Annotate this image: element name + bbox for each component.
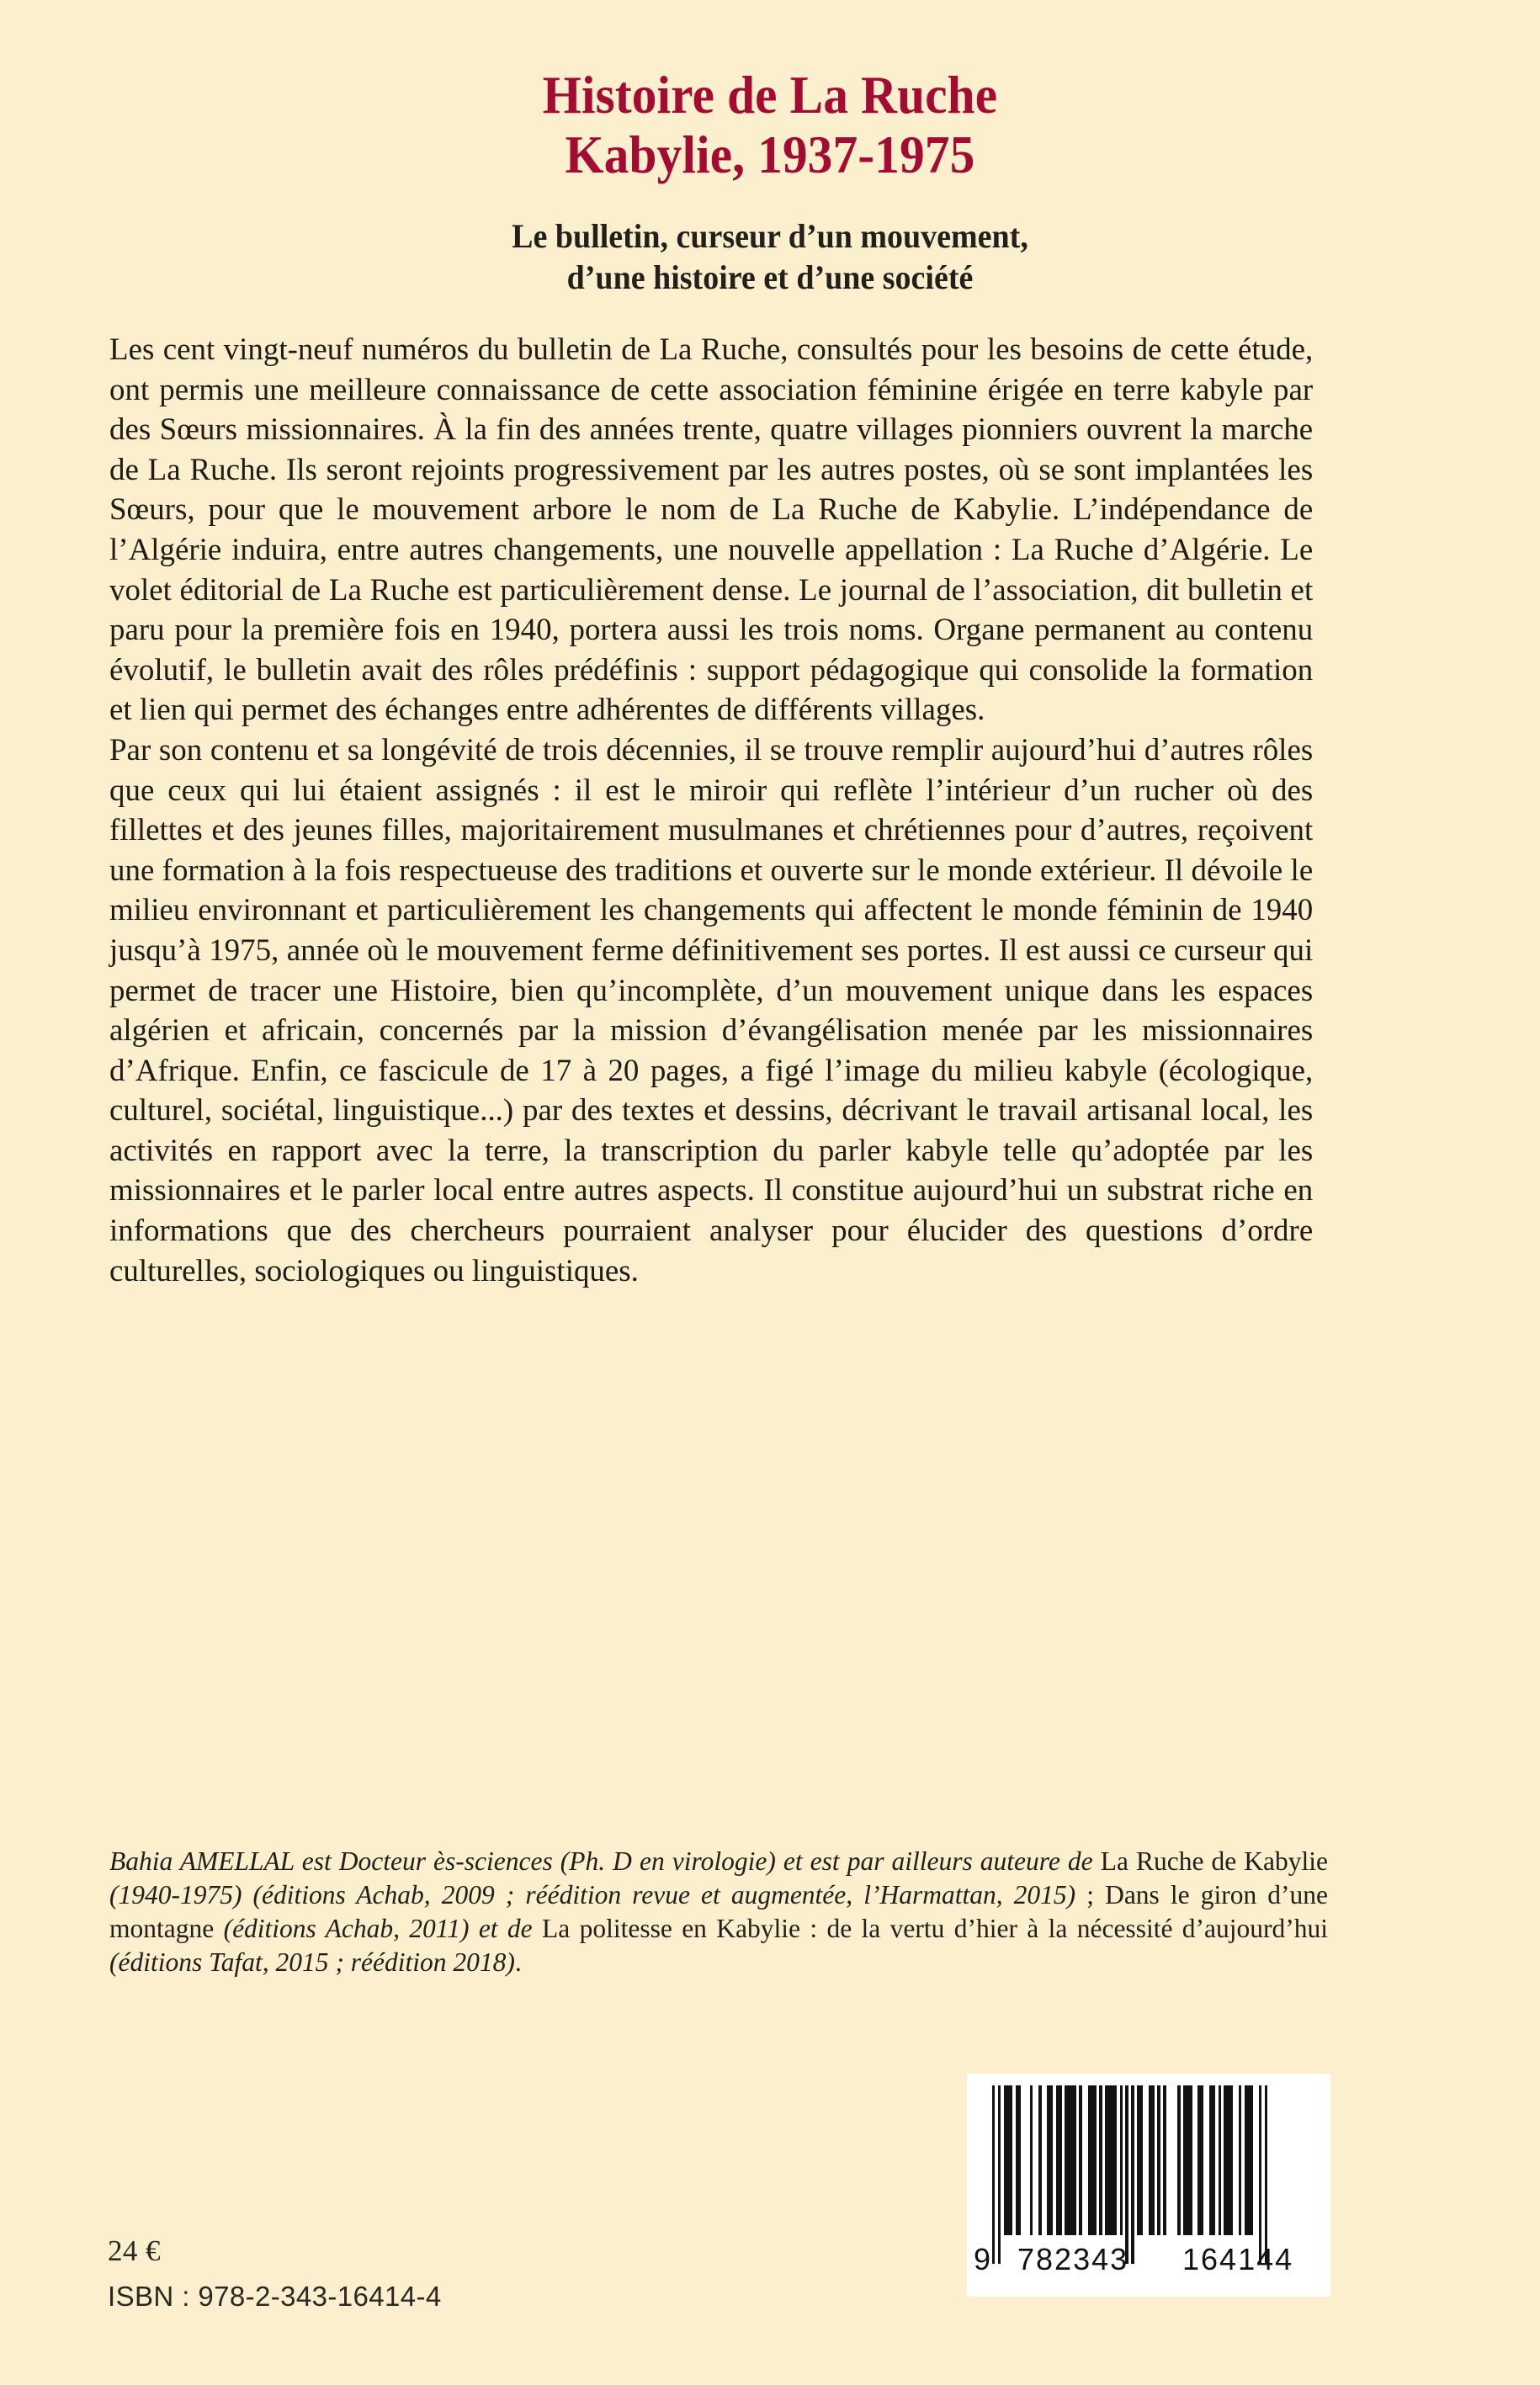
barcode-module [1149,2085,1155,2235]
barcode-lead-digit: 9 [974,2242,993,2276]
barcode-module [1021,2085,1029,2235]
isbn-label: ISBN : 978-2-343-16414-4 [108,2281,442,2312]
barcode-bars [992,2085,1317,2235]
barcode-module [1224,2085,1232,2235]
barcode-module [1183,2085,1192,2235]
bio-segment-5: (éditions Achab, 2011) et de [223,1914,543,1943]
barcode-module [1105,2085,1117,2235]
barcode-module [1042,2085,1048,2235]
blurb-paragraph-1: Les cent vingt-neuf numéros du bulletin de La Ruche, consultés pour les besoins de cette étude, ont permis une meilleure connaissance de cette association féminine érigée en terre kabyle par des Sœurs missionnaires. À la fin des années trente, quatre villages pionniers ouvrent la marche de La Ruche. Ils seront rejoints progressivement par les autres postes, où se sont implantées les Sœurs, pour que le mouvement arbore le nom de La Ruche de Kabylie. L’indépendance de l’Algérie induira, entre autres changements, une nouvelle appellation : La Ruche d’Algérie. Le volet éditorial de La Ruche est particulièrement dense. Le journal de l’association, dit bulletin et paru pour la première fois en 1940, portera aussi les trois noms. Organe permanent au contenu évolutif, le bulletin avait des rôles prédéfinis : support pédagogique qui consolide la formation et lien qui permet des échanges entre adhérentes de différents villages. [109,332,1314,728]
author-bio [109,1845,1328,1979]
barcode-right-group: 164144 [1182,2242,1294,2276]
barcode-module [1233,2085,1239,2235]
bio-segment-6: La politesse en Kabylie : de la vertu d’hier à la nécessité d’aujourd’hui [542,1914,1328,1943]
bio-segment-1: Bahia AMELLAL est Docteur ès-sciences (Ph. D en virologie) et est par ailleurs auteure de [109,1846,1093,1876]
barcode-module [1088,2085,1097,2235]
barcode-module [1137,2085,1143,2235]
barcode [967,2074,1330,2297]
barcode-module [1065,2085,1076,2235]
barcode-module [1047,2085,1053,2235]
barcode-module [1004,2085,1012,2235]
title-block [0,66,1540,299]
barcode-module [1197,2085,1203,2235]
author-bio-paragraph [109,1845,1328,1979]
barcode-module [1016,2085,1022,2235]
blurb-text [109,330,1313,1291]
bio-segment-2: La Ruche de Kabylie [1092,1846,1329,1876]
subtitle-line-1: Le bulletin, curseur d’un mouvement, [512,217,1028,256]
barcode-left-group: 782343 [1017,2242,1129,2276]
barcode-module [1166,2085,1178,2235]
barcode-inner [974,2085,1317,2288]
barcode-module [1082,2085,1088,2235]
page-subtitle [39,185,1502,299]
barcode-module [1209,2085,1215,2235]
title-line-2: Kabylie, 1937-1975 [565,125,975,185]
barcode-module [1203,2085,1209,2235]
barcode-module [1056,2085,1062,2235]
barcode-module [1192,2085,1198,2235]
barcode-module [1143,2085,1149,2235]
bio-segment-3: (1940-1975) (éditions Achab, 2009 ; réédition revue et augmentée, l’Harmattan, 2015) [109,1880,1076,1910]
page-title [46,66,1494,185]
barcode-module [1265,2085,1267,2264]
barcode-module [1033,2085,1038,2235]
bio-segment-7: (éditions Tafat, 2015 ; réédition 2018) [109,1947,515,1977]
blurb-paragraph-2: Par son contenu et sa longévité de trois décennies, il se trouve remplir aujourd’hui d’autres rôles que ceux qui lui étaient assignés : il est le miroir qui reflète l’intérieur d’un rucher où des fillettes et des jeunes filles, majoritairement musulmanes et chrétiennes pour d’autres, reçoivent une formation à la fois respectueuse des traditions et ouverte sur le monde extérieur. Il dévoile le milieu environnant et particulièrement les changements qui affectent le monde féminin de 1940 jusqu’à 1975, année où le mouvement ferme définitivement ses portes. Il est aussi ce curseur qui permet de tracer une Histoire, bien qu’incomplète, d’un mouvement unique dans les espaces algérien et africain, concernés par la mission d’évangélisation menée par les missionnaires d’Afrique. Enfin, ce fascicule de 17 à 20 pages, a figé l’image du milieu kabyle (écologique, culturel, sociétal, linguistique...) par des textes et dessins, décrivant le travail artisanal local, les activités en rapport avec la terre, la transcription du parler kabyle telle qu’adoptée par les missionnaires et le parler local entre autres aspects. Il constitue aujourd’hui un substrat riche en informations que des chercheurs pourraient analyser pour élucider des questions d’ordre culturelles, sociologiques ou linguistiques. [109,732,1314,1288]
price-label: 24 € [108,2234,161,2267]
price-isbn-block [108,2228,442,2319]
subtitle-line-2: d’une histoire et d’une société [566,258,974,297]
bio-segment-8: . [514,1947,522,1977]
barcode-module [1245,2085,1253,2235]
barcode-digits [974,2242,1317,2276]
title-line-1: Histoire de La Ruche [542,66,998,125]
barcode-module [1253,2085,1259,2235]
bio-segment-4: ; Dans le giron d’une montagne [109,1880,1328,1943]
